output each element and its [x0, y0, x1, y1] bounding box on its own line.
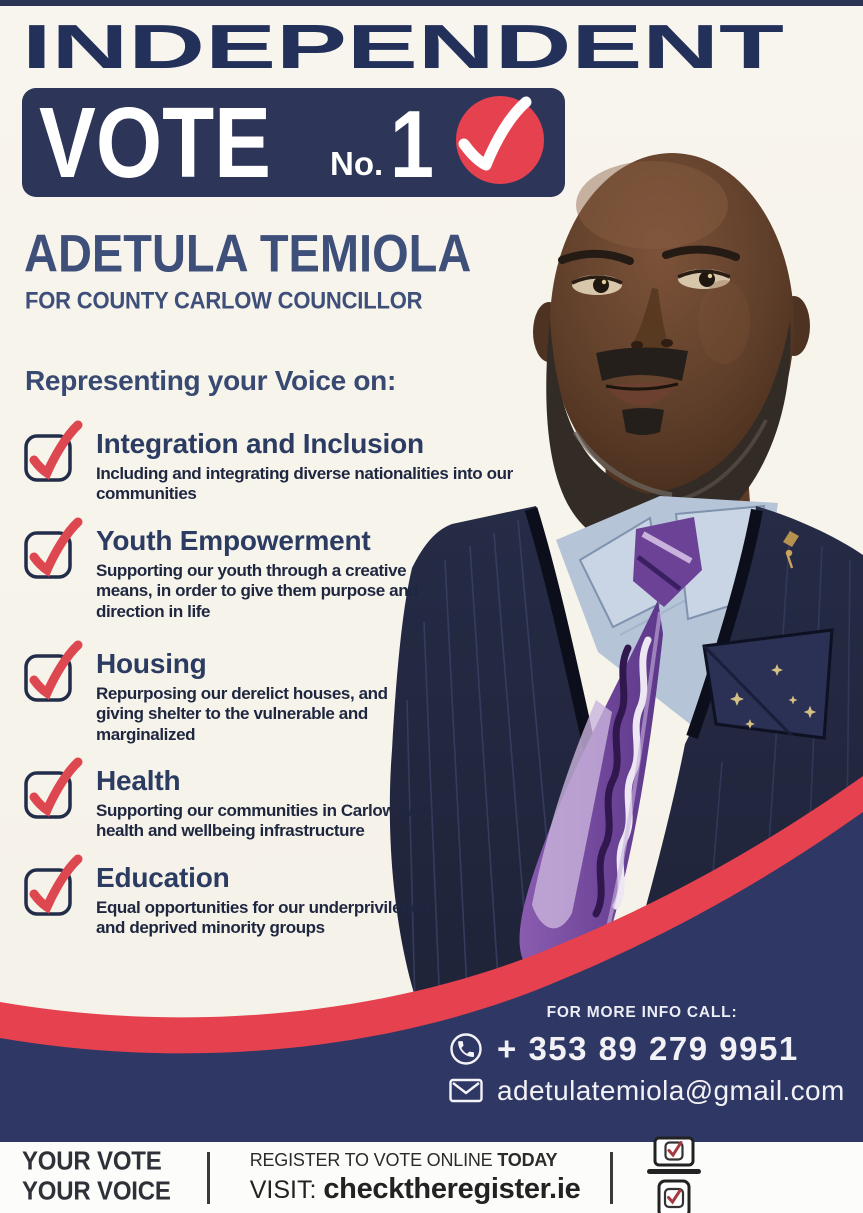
- platform-item-description: Supporting our youth through a creative means, in order to give them purpose and direction in life: [96, 561, 419, 621]
- platform-heading: Representing your Voice on:: [25, 365, 396, 396]
- register-today: TODAY: [497, 1149, 558, 1170]
- platform-item: [20, 757, 458, 842]
- platform-item-title: Housing: [96, 648, 207, 679]
- platform-item-description: Supporting our communities in Carlow with health and wellbeing infrastructure: [96, 801, 432, 841]
- visit-label: VISIT:: [249, 1175, 324, 1204]
- footer-divider: [610, 1152, 613, 1204]
- phone-row: [430, 1030, 854, 1068]
- register-block: [250, 1150, 581, 1206]
- slogan-line1: YOUR VOTE: [22, 1146, 162, 1177]
- platform-item-description: Repurposing our derelict houses, and giving shelter to the vulnerable and marginalized: [96, 684, 388, 744]
- platform-item-title: Health: [96, 765, 181, 796]
- platform-item: [20, 640, 428, 745]
- party-label: INDEPENDENT: [22, 13, 785, 82]
- checkbox-icon: [20, 757, 84, 823]
- candidate-office: FOR COUNTY CARLOW COUNCILLOR: [25, 287, 423, 314]
- slogan: [22, 1147, 171, 1208]
- contact-heading: FOR MORE INFO CALL:: [546, 1004, 738, 1021]
- footer-divider: [207, 1152, 210, 1204]
- checkbox-icon: [20, 517, 84, 583]
- platform-item: [20, 517, 458, 622]
- platform-item-title: Youth Empowerment: [96, 525, 371, 556]
- candidate-name: ADETULA TEMIOLA: [24, 223, 472, 283]
- phone-number: + 353 89 279 9951: [497, 1030, 799, 1067]
- no-label: No.: [330, 145, 384, 182]
- vote-no1-box: [22, 88, 565, 197]
- platform-item: [20, 420, 528, 505]
- platform-item-description: Including and integrating diverse nationalities into our communities: [96, 464, 513, 504]
- visit-url: checktheregister.ie: [323, 1172, 581, 1205]
- email-address: adetulatemiola@gmail.com: [497, 1075, 845, 1106]
- pocket-square: [704, 630, 832, 738]
- checkbox-icon: [20, 420, 84, 486]
- register-line: [250, 1150, 581, 1171]
- tablet-check-icon: [652, 1179, 696, 1213]
- vote-no1-graphic: [22, 88, 565, 197]
- number-one: 1: [390, 91, 434, 197]
- platform-item-title: Education: [96, 862, 230, 893]
- footer-bar: [0, 1142, 863, 1213]
- party-headline: [20, 10, 820, 82]
- platform-item: [20, 854, 438, 939]
- slogan-line2: YOUR VOICE: [22, 1177, 171, 1207]
- register-prefix: REGISTER TO VOTE ONLINE: [249, 1149, 498, 1170]
- phone-icon: [448, 1031, 484, 1067]
- email-row: [430, 1075, 854, 1107]
- register-device-icons: [637, 1136, 711, 1213]
- visit-line: [250, 1173, 581, 1206]
- platform-item-title: Integration and Inclusion: [96, 428, 424, 459]
- checkbox-icon: [20, 854, 84, 920]
- laptop-check-icon: [637, 1136, 711, 1176]
- contact-block: [430, 1004, 854, 1107]
- vote-label: VOTE: [39, 88, 271, 197]
- check-circle-icon: [456, 96, 544, 184]
- platform-item-description: Equal opportunities for our underprivileged and deprived minority groups: [96, 898, 431, 938]
- checkbox-icon: [20, 640, 84, 706]
- email-icon: [448, 1077, 484, 1105]
